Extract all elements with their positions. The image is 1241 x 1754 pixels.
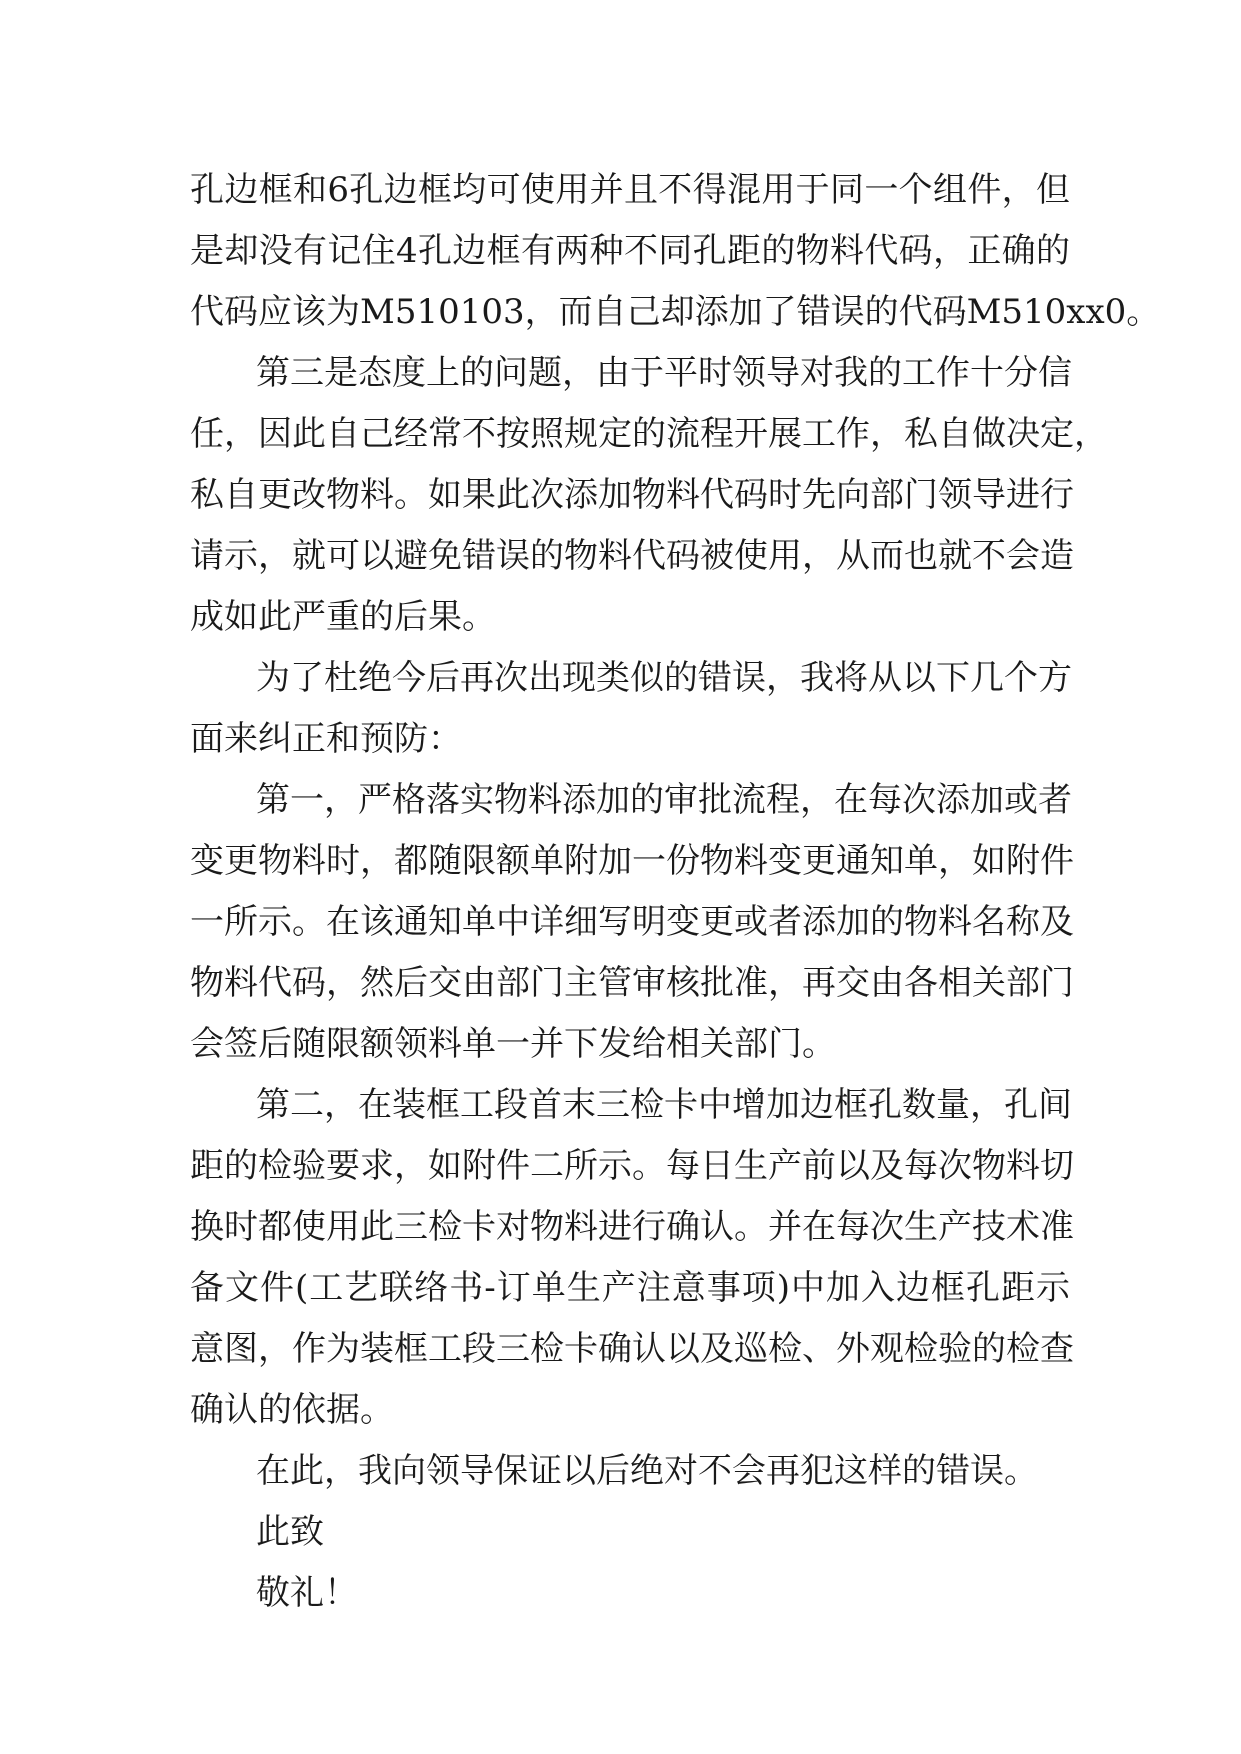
paragraph-line: 第三是态度上的问题，由于平时领导对我的工作十分信 — [256, 353, 1072, 393]
salutation-line: 敬礼！ — [256, 1573, 358, 1613]
paragraph-line: 面来纠正和预防： — [190, 719, 462, 759]
letter-body — [190, 160, 1161, 1624]
paragraph-line: 第二，在装框工段首末三检卡中增加边框孔数量，孔间 — [256, 1085, 1072, 1125]
paragraph-line: 私自更改物料。如果此次添加物料代码时先向部门领导进行 — [190, 475, 1074, 515]
paragraph-line: 会签后随限额领料单一并下发给相关部门。 — [190, 1024, 836, 1064]
paragraph-line: 物料代码，然后交由部门主管审核批准，再交由各相关部门 — [190, 963, 1074, 1003]
paragraph-line: 成如此严重的后果。 — [190, 597, 496, 637]
paragraph-line: 任，因此自己经常不按照规定的流程开展工作，私自做决定， — [190, 414, 1108, 454]
salutation-line: 此致 — [256, 1512, 324, 1552]
paragraph-line: 一所示。在该通知单中详细写明变更或者添加的物料名称及 — [190, 902, 1074, 942]
paragraph-line: 孔边框和6孔边框均可使用并且不得混用于同一个组件，但 — [190, 170, 1070, 210]
paragraph-line: 第一，严格落实物料添加的审批流程，在每次添加或者 — [256, 780, 1072, 820]
paragraph-line: 备文件(工艺联络书-订单生产注意事项)中加入边框孔距示 — [190, 1268, 1070, 1308]
paragraph-line: 代码应该为M510103，而自己却添加了错误的代码M510xx0。 — [190, 292, 1161, 332]
paragraph-line: 距的检验要求，如附件二所示。每日生产前以及每次物料切 — [190, 1146, 1074, 1186]
closing-statement: 在此，我向领导保证以后绝对不会再犯这样的错误。 — [256, 1451, 1038, 1491]
paragraph-line: 变更物料时，都随限额单附加一份物料变更通知单，如附件 — [190, 841, 1074, 881]
paragraph-line: 为了杜绝今后再次出现类似的错误，我将从以下几个方 — [256, 658, 1072, 698]
paragraph-line: 请示，就可以避免错误的物料代码被使用，从而也就不会造 — [190, 536, 1074, 576]
paragraph-line: 换时都使用此三检卡对物料进行确认。并在每次生产技术准 — [190, 1207, 1074, 1247]
paragraph-line: 确认的依据。 — [190, 1390, 394, 1430]
paragraph-line: 是却没有记住4孔边框有两种不同孔距的物料代码，正确的 — [190, 231, 1070, 271]
paragraph-line: 意图，作为装框工段三检卡确认以及巡检、外观检验的检查 — [190, 1329, 1074, 1369]
